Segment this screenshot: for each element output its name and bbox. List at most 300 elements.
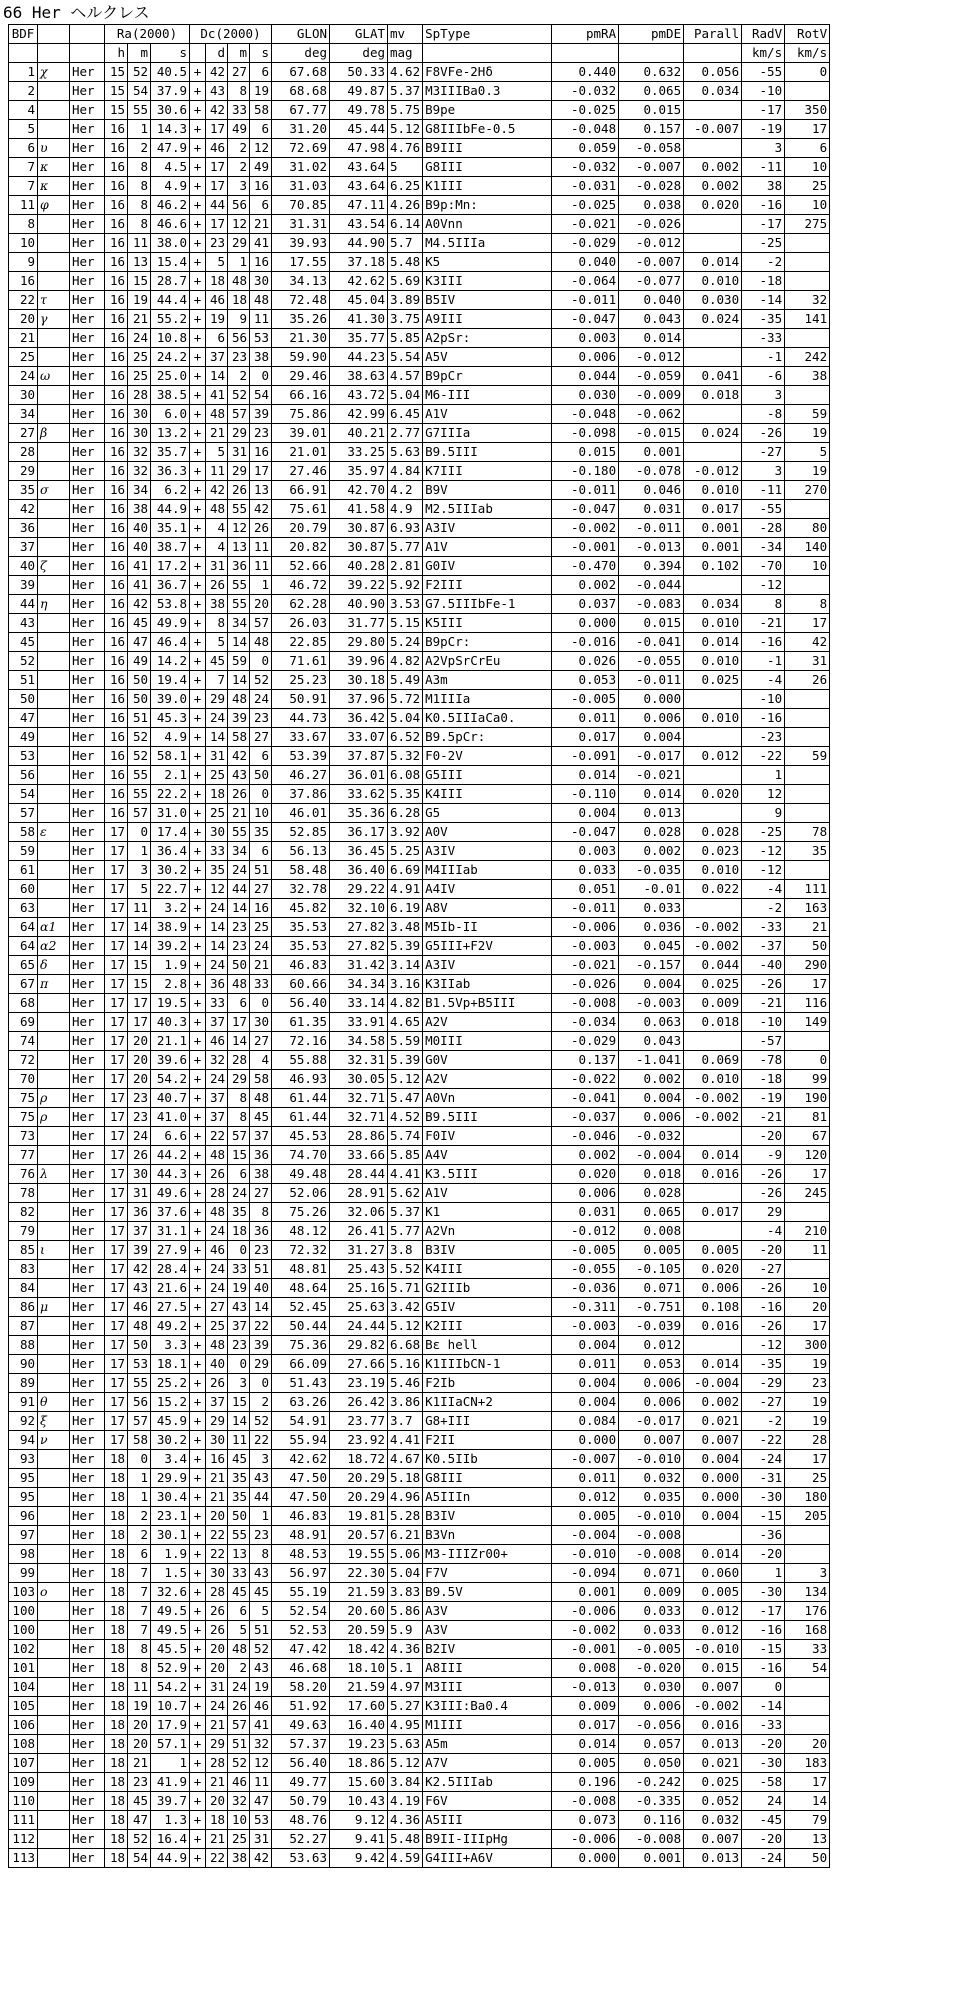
cell-radv: -31	[742, 1469, 785, 1488]
table-row	[9, 348, 830, 367]
cell-dc-sign: +	[190, 1317, 206, 1336]
cell-rotv: 50	[785, 1849, 830, 1868]
cell-greek	[38, 728, 70, 747]
cell-pmra: -0.048	[552, 120, 619, 139]
cell-greek: α1	[38, 918, 70, 937]
cell-dc-s: 36	[250, 1222, 272, 1241]
cell-parall	[684, 690, 742, 709]
header-pmra: pmRA	[552, 25, 619, 44]
cell-parall: 0.009	[684, 994, 742, 1013]
cell-glon: 31.20	[272, 120, 330, 139]
cell-glon: 53.63	[272, 1849, 330, 1868]
cell-greek	[38, 1754, 70, 1773]
cell-dc-sign: +	[190, 82, 206, 101]
cell-dc-sign: +	[190, 1184, 206, 1203]
cell-mv: 5.18	[388, 1469, 423, 1488]
cell-constellation: Her	[70, 861, 105, 880]
cell-rotv: 3	[785, 1564, 830, 1583]
cell-bdf: 111	[9, 1811, 38, 1830]
table-row	[9, 899, 830, 918]
cell-constellation: Her	[70, 1507, 105, 1526]
cell-glat: 33.07	[330, 728, 388, 747]
cell-pmra: -0.011	[552, 481, 619, 500]
cell-dc-s: 47	[250, 1792, 272, 1811]
cell-dc-s: 19	[250, 82, 272, 101]
cell-dc-sign: +	[190, 1165, 206, 1184]
cell-ra-m: 20	[128, 1070, 151, 1089]
cell-mv: 5.24	[388, 633, 423, 652]
cell-ra-m: 5	[128, 880, 151, 899]
cell-ra-m: 50	[128, 690, 151, 709]
cell-parall: 0.014	[684, 1355, 742, 1374]
cell-parall: 0.014	[684, 633, 742, 652]
cell-rotv: 0	[785, 1051, 830, 1070]
cell-glon: 66.09	[272, 1355, 330, 1374]
header-unit-parall	[684, 44, 742, 63]
cell-ra-h: 17	[105, 1393, 128, 1412]
cell-radv: -17	[742, 101, 785, 120]
cell-pmra: 0.014	[552, 1735, 619, 1754]
cell-sptype: B3IV	[423, 1507, 552, 1526]
cell-ra-h: 18	[105, 1773, 128, 1792]
cell-ra-h: 16	[105, 329, 128, 348]
header-rotv: RotV	[785, 25, 830, 44]
cell-pmra: 0.053	[552, 671, 619, 690]
cell-glon: 39.01	[272, 424, 330, 443]
cell-dc-m: 6	[228, 994, 250, 1013]
cell-pmde: 0.000	[619, 690, 684, 709]
cell-bdf: 77	[9, 1146, 38, 1165]
cell-ra-m: 58	[128, 1431, 151, 1450]
cell-dc-m: 1	[228, 253, 250, 272]
cell-dc-s: 11	[250, 1773, 272, 1792]
cell-sptype: F2Ib	[423, 1374, 552, 1393]
cell-bdf: 73	[9, 1127, 38, 1146]
cell-mv: 5.77	[388, 538, 423, 557]
cell-rotv: 163	[785, 899, 830, 918]
cell-dc-s: 27	[250, 1032, 272, 1051]
cell-pmde: -0.017	[619, 747, 684, 766]
cell-dc-sign: +	[190, 1792, 206, 1811]
cell-radv: -34	[742, 538, 785, 557]
cell-ra-m: 45	[128, 614, 151, 633]
cell-rotv: 183	[785, 1754, 830, 1773]
cell-constellation: Her	[70, 1697, 105, 1716]
cell-dc-m: 43	[228, 766, 250, 785]
cell-pmde: -0.028	[619, 177, 684, 196]
cell-constellation: Her	[70, 253, 105, 272]
cell-dc-sign: +	[190, 1203, 206, 1222]
cell-dc-d: 23	[206, 234, 228, 253]
cell-greek	[38, 234, 70, 253]
cell-radv: -22	[742, 747, 785, 766]
table-row	[9, 443, 830, 462]
cell-ra-s: 24.2	[151, 348, 190, 367]
cell-dc-d: 41	[206, 386, 228, 405]
cell-bdf: 56	[9, 766, 38, 785]
cell-glat: 39.96	[330, 652, 388, 671]
cell-glat: 41.30	[330, 310, 388, 329]
cell-dc-d: 28	[206, 1754, 228, 1773]
cell-parall: 0.021	[684, 1754, 742, 1773]
cell-glat: 42.99	[330, 405, 388, 424]
cell-ra-h: 16	[105, 614, 128, 633]
cell-mv: 4.96	[388, 1488, 423, 1507]
cell-glon: 26.03	[272, 614, 330, 633]
cell-dc-d: 18	[206, 272, 228, 291]
cell-ra-h: 17	[105, 1355, 128, 1374]
cell-rotv	[785, 82, 830, 101]
cell-rotv: 19	[785, 1412, 830, 1431]
cell-glon: 21.30	[272, 329, 330, 348]
cell-radv: -24	[742, 1450, 785, 1469]
cell-ra-s: 49.2	[151, 1317, 190, 1336]
cell-bdf: 108	[9, 1735, 38, 1754]
header-row-1	[9, 25, 830, 44]
cell-dc-s: 49	[250, 158, 272, 177]
header-parall: Parall	[684, 25, 742, 44]
cell-mv: 5.39	[388, 937, 423, 956]
cell-pmde: 0.038	[619, 196, 684, 215]
cell-rotv: 149	[785, 1013, 830, 1032]
cell-dc-d: 31	[206, 557, 228, 576]
cell-sptype: K1IIaCN+2	[423, 1393, 552, 1412]
cell-dc-m: 28	[228, 1051, 250, 1070]
cell-sptype: A8III	[423, 1659, 552, 1678]
cell-ra-h: 18	[105, 1564, 128, 1583]
cell-glat: 32.10	[330, 899, 388, 918]
cell-dc-d: 22	[206, 1545, 228, 1564]
cell-greek: ε	[38, 823, 70, 842]
table-row	[9, 576, 830, 595]
cell-sptype: M4.5IIIa	[423, 234, 552, 253]
cell-ra-h: 17	[105, 861, 128, 880]
cell-greek: κ	[38, 177, 70, 196]
cell-dc-d: 48	[206, 1203, 228, 1222]
cell-glon: 33.67	[272, 728, 330, 747]
cell-constellation: Her	[70, 481, 105, 500]
cell-pmra: -0.180	[552, 462, 619, 481]
cell-ra-h: 17	[105, 1279, 128, 1298]
cell-greek	[38, 1602, 70, 1621]
cell-pmde: 0.045	[619, 937, 684, 956]
cell-greek	[38, 709, 70, 728]
cell-radv: -18	[742, 272, 785, 291]
cell-constellation: Her	[70, 1773, 105, 1792]
cell-dc-d: 17	[206, 215, 228, 234]
cell-ra-s: 54.2	[151, 1678, 190, 1697]
cell-rotv: 10	[785, 158, 830, 177]
cell-dc-s: 24	[250, 937, 272, 956]
cell-glat: 18.86	[330, 1754, 388, 1773]
cell-dc-m: 49	[228, 120, 250, 139]
cell-glon: 49.77	[272, 1773, 330, 1792]
table-row	[9, 1127, 830, 1146]
cell-dc-s: 14	[250, 1298, 272, 1317]
table-row	[9, 728, 830, 747]
cell-sptype: A5m	[423, 1735, 552, 1754]
cell-radv: -55	[742, 63, 785, 82]
cell-dc-s: 12	[250, 1754, 272, 1773]
cell-dc-d: 14	[206, 937, 228, 956]
cell-ra-m: 7	[128, 1583, 151, 1602]
cell-pmde: -0.017	[619, 1412, 684, 1431]
cell-dc-sign: +	[190, 709, 206, 728]
cell-radv: 0	[742, 1678, 785, 1697]
cell-pmra: 0.014	[552, 766, 619, 785]
cell-ra-h: 17	[105, 956, 128, 975]
cell-sptype: B3IV	[423, 1241, 552, 1260]
cell-bdf: 47	[9, 709, 38, 728]
cell-mv: 4.82	[388, 652, 423, 671]
cell-ra-h: 16	[105, 139, 128, 158]
cell-glon: 32.78	[272, 880, 330, 899]
cell-ra-s: 38.7	[151, 538, 190, 557]
cell-pmde: -0.008	[619, 1545, 684, 1564]
cell-mv: 5.37	[388, 1203, 423, 1222]
cell-ra-h: 18	[105, 1735, 128, 1754]
cell-glat: 21.59	[330, 1678, 388, 1697]
header-unit-pmde	[619, 44, 684, 63]
cell-glon: 42.62	[272, 1450, 330, 1469]
cell-bdf: 22	[9, 291, 38, 310]
cell-rotv: 17	[785, 1773, 830, 1792]
cell-ra-m: 42	[128, 595, 151, 614]
cell-dc-sign: +	[190, 804, 206, 823]
cell-dc-sign: +	[190, 1716, 206, 1735]
cell-constellation: Her	[70, 1070, 105, 1089]
cell-glon: 72.48	[272, 291, 330, 310]
cell-dc-d: 26	[206, 576, 228, 595]
cell-greek	[38, 462, 70, 481]
cell-glat: 45.04	[330, 291, 388, 310]
cell-dc-m: 2	[228, 139, 250, 158]
cell-pmra: -0.025	[552, 101, 619, 120]
cell-constellation: Her	[70, 177, 105, 196]
cell-dc-d: 26	[206, 1165, 228, 1184]
cell-radv: 29	[742, 1203, 785, 1222]
cell-dc-sign: +	[190, 1773, 206, 1792]
cell-pmde: -0.009	[619, 386, 684, 405]
cell-pmra: 0.004	[552, 1393, 619, 1412]
cell-glon: 57.37	[272, 1735, 330, 1754]
cell-mv: 3.7	[388, 1412, 423, 1431]
cell-bdf: 93	[9, 1450, 38, 1469]
cell-sptype: A5V	[423, 348, 552, 367]
cell-dc-m: 45	[228, 1450, 250, 1469]
cell-greek: χ	[38, 63, 70, 82]
cell-dc-m: 39	[228, 709, 250, 728]
cell-sptype: K2.5IIIab	[423, 1773, 552, 1792]
cell-ra-h: 16	[105, 424, 128, 443]
cell-glon: 56.13	[272, 842, 330, 861]
cell-ra-m: 34	[128, 481, 151, 500]
table-row	[9, 1013, 830, 1032]
cell-dc-sign: +	[190, 766, 206, 785]
cell-ra-m: 1	[128, 120, 151, 139]
header-unit-dc-s: s	[250, 44, 272, 63]
cell-parall: 0.016	[684, 1165, 742, 1184]
cell-dc-m: 23	[228, 937, 250, 956]
cell-pmde: 0.002	[619, 1070, 684, 1089]
cell-ra-h: 18	[105, 1678, 128, 1697]
table-row	[9, 709, 830, 728]
cell-ra-s: 1.9	[151, 956, 190, 975]
cell-pmde: -0.01	[619, 880, 684, 899]
cell-rotv: 205	[785, 1507, 830, 1526]
cell-ra-m: 8	[128, 196, 151, 215]
cell-ra-h: 16	[105, 462, 128, 481]
cell-pmde: 0.032	[619, 1469, 684, 1488]
cell-dc-m: 21	[228, 804, 250, 823]
cell-dc-d: 37	[206, 1393, 228, 1412]
cell-pmra: 0.003	[552, 329, 619, 348]
cell-ra-m: 11	[128, 899, 151, 918]
cell-glat: 32.31	[330, 1051, 388, 1070]
cell-rotv	[785, 500, 830, 519]
cell-dc-s: 21	[250, 956, 272, 975]
cell-glat: 28.86	[330, 1127, 388, 1146]
table-row	[9, 405, 830, 424]
cell-dc-m: 17	[228, 1013, 250, 1032]
cell-constellation: Her	[70, 120, 105, 139]
cell-sptype: B9.5III	[423, 1108, 552, 1127]
cell-parall	[684, 329, 742, 348]
cell-glon: 52.45	[272, 1298, 330, 1317]
cell-ra-m: 47	[128, 633, 151, 652]
cell-ra-s: 3.4	[151, 1450, 190, 1469]
cell-rotv: 17	[785, 614, 830, 633]
cell-constellation: Her	[70, 329, 105, 348]
cell-bdf: 49	[9, 728, 38, 747]
cell-parall	[684, 443, 742, 462]
cell-greek: θ	[38, 1393, 70, 1412]
table-row	[9, 1089, 830, 1108]
cell-glat: 35.36	[330, 804, 388, 823]
cell-ra-s: 19.5	[151, 994, 190, 1013]
cell-ra-m: 7	[128, 1621, 151, 1640]
table-row	[9, 1374, 830, 1393]
cell-ra-s: 6.6	[151, 1127, 190, 1146]
cell-ra-m: 56	[128, 1393, 151, 1412]
cell-dc-m: 18	[228, 1222, 250, 1241]
cell-dc-m: 43	[228, 1298, 250, 1317]
cell-bdf: 110	[9, 1792, 38, 1811]
cell-pmra: -0.029	[552, 1032, 619, 1051]
cell-pmde: 0.002	[619, 842, 684, 861]
cell-ra-h: 17	[105, 899, 128, 918]
cell-radv: 3	[742, 139, 785, 158]
cell-pmde: 0.006	[619, 1108, 684, 1127]
cell-dc-sign: +	[190, 1260, 206, 1279]
cell-glat: 20.57	[330, 1526, 388, 1545]
cell-constellation: Her	[70, 538, 105, 557]
cell-dc-m: 45	[228, 1583, 250, 1602]
cell-pmde: -0.020	[619, 1659, 684, 1678]
cell-ra-m: 47	[128, 1811, 151, 1830]
cell-glon: 49.48	[272, 1165, 330, 1184]
cell-bdf: 39	[9, 576, 38, 595]
cell-rotv: 23	[785, 1374, 830, 1393]
cell-ra-h: 18	[105, 1488, 128, 1507]
cell-dc-sign: +	[190, 557, 206, 576]
cell-greek: ω	[38, 367, 70, 386]
header-dc: Dc(2000)	[190, 25, 272, 44]
cell-greek	[38, 1469, 70, 1488]
cell-glat: 20.29	[330, 1488, 388, 1507]
cell-dc-s: 19	[250, 1678, 272, 1697]
cell-dc-sign: +	[190, 177, 206, 196]
table-row	[9, 1336, 830, 1355]
cell-sptype: B9II-IIIpHg	[423, 1830, 552, 1849]
cell-sptype: B2IV	[423, 1640, 552, 1659]
cell-radv: -26	[742, 1165, 785, 1184]
cell-dc-d: 22	[206, 1127, 228, 1146]
cell-parall: -0.010	[684, 1640, 742, 1659]
cell-greek	[38, 500, 70, 519]
cell-radv: -12	[742, 842, 785, 861]
cell-rotv	[785, 1697, 830, 1716]
cell-pmde: 0.004	[619, 975, 684, 994]
cell-ra-h: 16	[105, 367, 128, 386]
cell-ra-h: 16	[105, 291, 128, 310]
cell-bdf: 90	[9, 1355, 38, 1374]
cell-glat: 44.90	[330, 234, 388, 253]
cell-dc-m: 6	[228, 1602, 250, 1621]
cell-ra-m: 2	[128, 1507, 151, 1526]
cell-parall: 0.013	[684, 1735, 742, 1754]
table-row	[9, 1830, 830, 1849]
cell-radv: -20	[742, 1545, 785, 1564]
cell-ra-s: 38.5	[151, 386, 190, 405]
cell-glon: 49.63	[272, 1716, 330, 1735]
cell-glat: 18.72	[330, 1450, 388, 1469]
cell-pmra: 0.004	[552, 804, 619, 823]
table-row	[9, 462, 830, 481]
cell-pmde: -0.010	[619, 1450, 684, 1469]
cell-dc-sign: +	[190, 519, 206, 538]
cell-sptype: G5	[423, 804, 552, 823]
cell-sptype: F7V	[423, 1564, 552, 1583]
cell-glat: 9.12	[330, 1811, 388, 1830]
cell-sptype: B3Vn	[423, 1526, 552, 1545]
cell-pmde: -0.026	[619, 215, 684, 234]
cell-rotv	[785, 1032, 830, 1051]
cell-sptype: M0III	[423, 1032, 552, 1051]
cell-dc-sign: +	[190, 101, 206, 120]
cell-mv: 4.62	[388, 63, 423, 82]
cell-bdf: 72	[9, 1051, 38, 1070]
cell-dc-sign: +	[190, 1735, 206, 1754]
cell-ra-m: 7	[128, 1602, 151, 1621]
cell-dc-s: 22	[250, 1317, 272, 1336]
cell-parall: 0.034	[684, 82, 742, 101]
cell-pmde: -1.041	[619, 1051, 684, 1070]
cell-greek: λ	[38, 1165, 70, 1184]
cell-dc-sign: +	[190, 633, 206, 652]
cell-dc-s: 53	[250, 1811, 272, 1830]
table-row	[9, 120, 830, 139]
cell-dc-s: 41	[250, 1716, 272, 1735]
cell-radv: -28	[742, 519, 785, 538]
cell-rotv: 140	[785, 538, 830, 557]
cell-glon: 52.27	[272, 1830, 330, 1849]
cell-dc-d: 42	[206, 63, 228, 82]
cell-ra-h: 16	[105, 253, 128, 272]
cell-greek	[38, 1678, 70, 1697]
cell-glat: 39.22	[330, 576, 388, 595]
cell-bdf: 82	[9, 1203, 38, 1222]
